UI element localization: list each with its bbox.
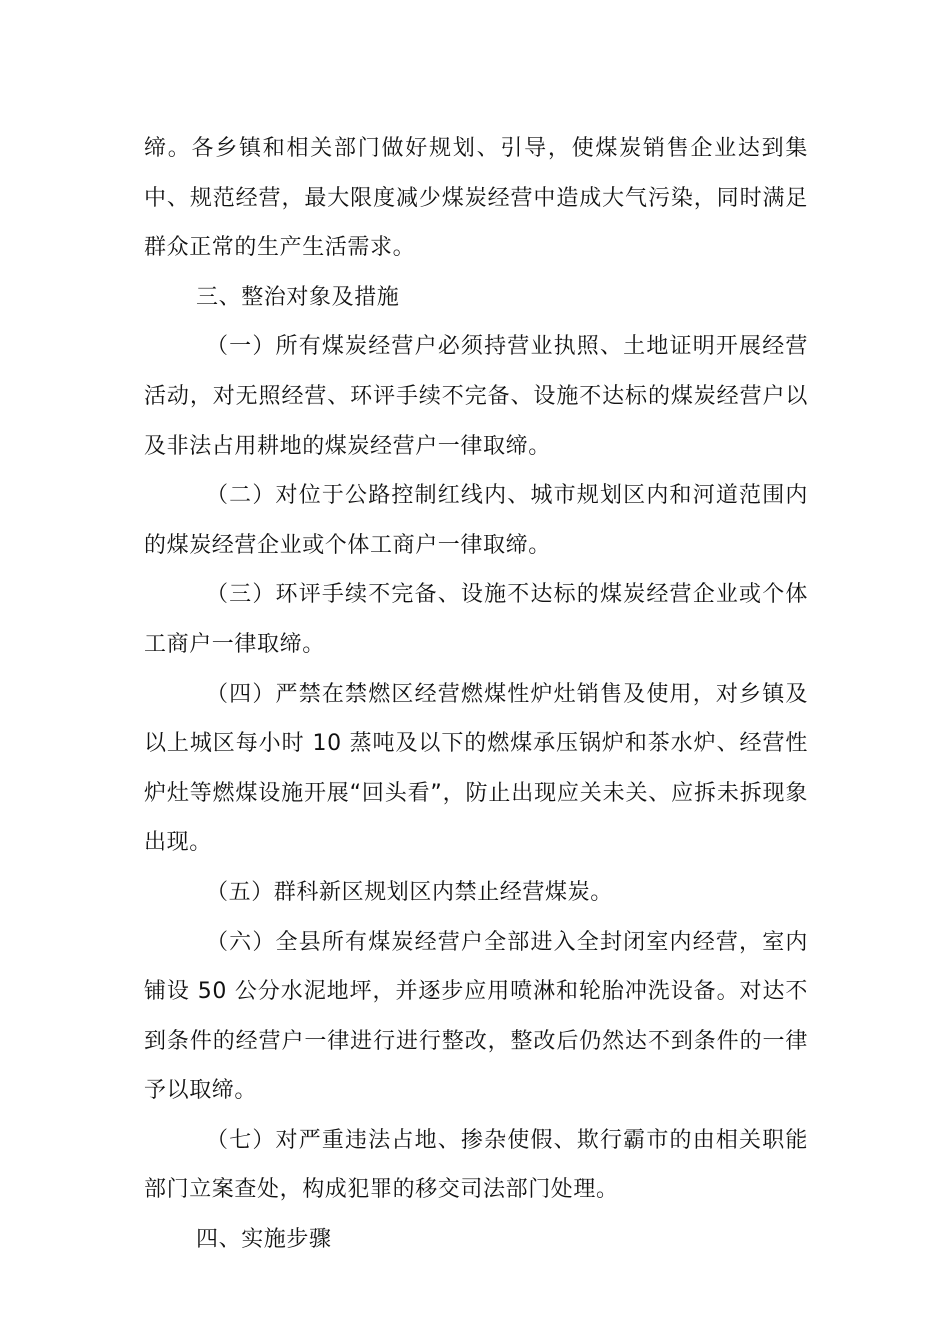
- measure-item-2: （二）对位于公路控制红线内、城市规划区内和河道范围内的煤炭经营企业或个体工商户一律取缔。: [144, 483, 808, 558]
- measure-item-1: （一）所有煤炭经营户必须持营业执照、土地证明开展经营活动，对无照经营、环评手续不完备、设施不达标的煤炭经营户以及非法占用耕地的煤炭经营户一律取缔。: [144, 334, 808, 459]
- section-heading-3: 三、整治对象及措施: [196, 284, 400, 310]
- document-body: [144, 124, 808, 1265]
- measure-item-7: （七）对严重违法占地、掺杂使假、欺行霸市的由相关职能部门立案查处，构成犯罪的移交司法部门处理。: [144, 1127, 808, 1203]
- measure-item-4: （四）严禁在禁燃区经营燃煤性炉灶销售及使用，对乡镇及以上城区每小时 10 蒸吨及以下的燃煤承压锅炉和茶水炉、经营性炉灶等燃煤设施开展“回头看”，防止出现应关未关、应拆未拆现象出现。: [144, 681, 808, 856]
- section-heading-4: 四、实施步骤: [196, 1227, 332, 1253]
- measure-item-3: （三）环评手续不完备、设施不达标的煤炭经营企业或个体工商户一律取缔。: [144, 582, 808, 657]
- measure-item-5: （五）群科新区规划区内禁止经营煤炭。: [206, 879, 613, 905]
- measure-item-6: （六）全县所有煤炭经营户全部进入全封闭室内经营，室内铺设 50 公分水泥地坪，并逐步应用喷淋和轮胎冲洗设备。对达不到条件的经营户一律进行进行整改，整改后仍然达不到条件的一律予以取缔。: [144, 929, 808, 1104]
- paragraph-continuation: 缔。各乡镇和相关部门做好规划、引导，使煤炭销售企业达到集中、规范经营，最大限度减少煤炭经营中造成大气污染，同时满足群众正常的生产生活需求。: [144, 136, 808, 261]
